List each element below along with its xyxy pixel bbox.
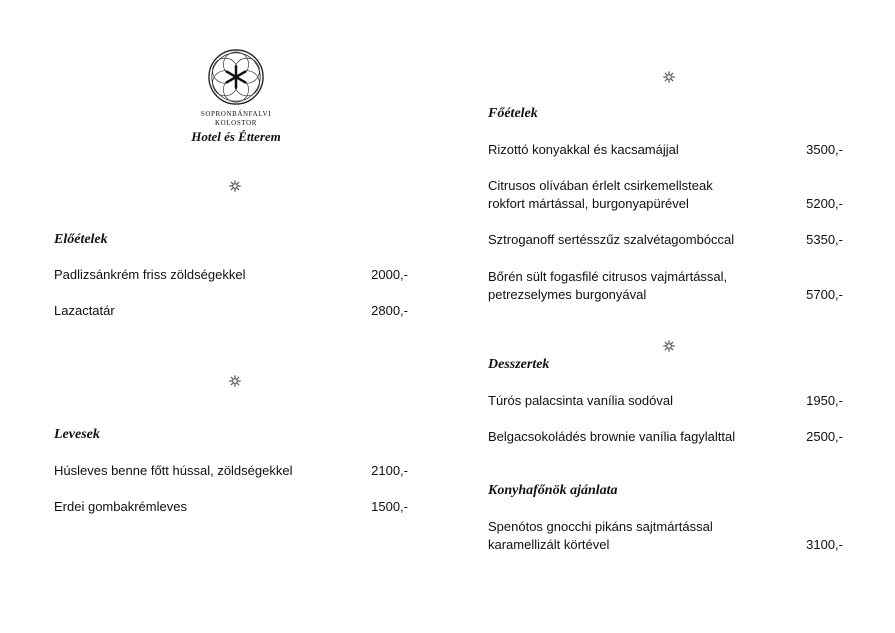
menu-item-price: 2500,- [806, 429, 843, 444]
menu-item-name-line2: karamellizált körtével [488, 537, 610, 552]
menu-item-price: 2800,- [371, 303, 408, 318]
menu-item-price: 5700,- [806, 287, 843, 302]
menu-item-price: 1950,- [806, 393, 843, 408]
menu-item-name: Lazactatár [54, 303, 115, 318]
menu-item-name-line1: Spenótos gnocchi pikáns sajtmártással [488, 519, 713, 534]
menu-item-name-line2: rokfort mártással, burgonyapürével [488, 196, 689, 211]
menu-item-name: Belgacsokoládés brownie vanília fagylalttal [488, 429, 736, 444]
section-heading-levesek: Levesek [54, 427, 100, 442]
flourish-icon [663, 71, 675, 83]
flourish-icon [663, 340, 675, 352]
menu-item-name-line1: Citrusos olívában érlelt csirkemellsteak [488, 178, 713, 193]
section-heading-eloetelek: Előételek [54, 232, 108, 247]
menu-item-name: Erdei gombakrémleves [54, 499, 187, 514]
kolostor-logo-icon [207, 48, 265, 106]
menu-item-price: 5350,- [806, 232, 843, 247]
menu-item-name: Húsleves benne főtt hússal, zöldségekkel [54, 463, 293, 478]
menu-item-name: Sztroganoff sertésszűz szalvétagombóccal [488, 232, 735, 247]
brand-line-1: SOPRONBÁNFALVI [200, 110, 272, 118]
menu-item-name: Padlizsánkrém friss zöldségekkel [54, 267, 246, 282]
flourish-icon [229, 375, 241, 387]
menu-item-price: 2100,- [371, 463, 408, 478]
menu-item-price: 3500,- [806, 142, 843, 157]
menu-item-price: 1500,- [371, 499, 408, 514]
section-heading-konyhafonok: Konyhafőnök ajánlata [488, 483, 618, 498]
section-heading-desszertek: Desszertek [488, 357, 550, 372]
menu-item-name: Túrós palacsinta vanília sodóval [488, 393, 673, 408]
menu-item-name-line1: Bőrén sült fogasfilé citrusos vajmártással, [488, 269, 728, 284]
brand-line-2: KOLOSTOR [214, 119, 257, 127]
section-heading-foetelek: Főételek [488, 106, 538, 121]
menu-item-price: 5200,- [806, 196, 843, 211]
menu-item-name: Rizottó konyakkal és kacsamájjal [488, 142, 679, 157]
menu-item-name-line2: petrezselymes burgonyával [488, 287, 647, 302]
flourish-icon [229, 180, 241, 192]
menu-item-price: 3100,- [806, 537, 843, 552]
brand-title: Hotel és Étterem [191, 129, 281, 144]
menu-item-price: 2000,- [371, 267, 408, 282]
